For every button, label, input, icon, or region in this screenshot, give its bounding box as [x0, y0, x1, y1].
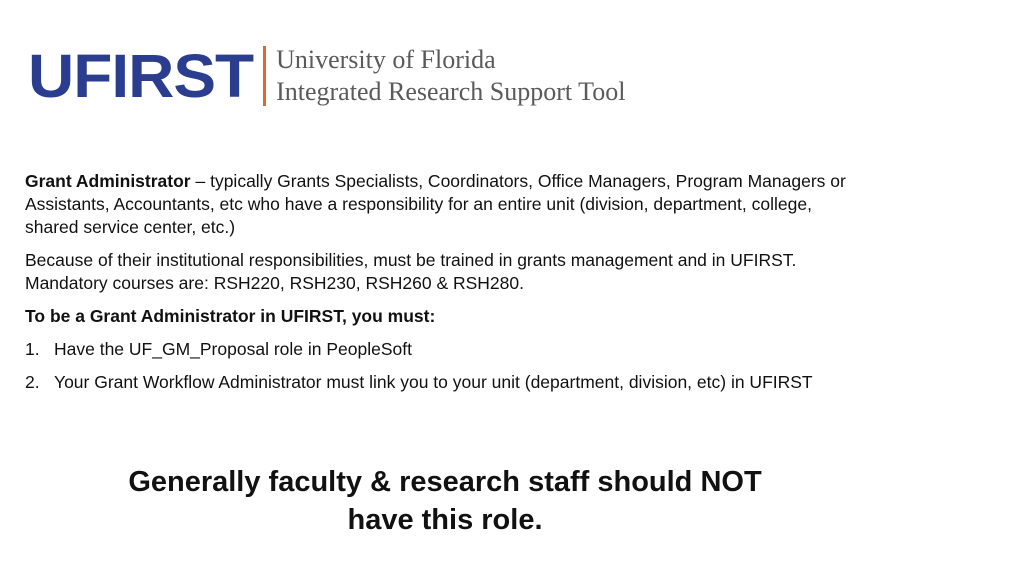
- list-item-text: Have the UF_GM_Proposal role in PeopleSoft: [54, 339, 412, 359]
- list-item: [25, 338, 865, 361]
- ufirst-logo: [28, 40, 625, 112]
- intro-term: Grant Administrator: [25, 171, 191, 191]
- list-item: [25, 371, 865, 394]
- logo-subtitle-line1: University of Florida: [276, 45, 496, 74]
- intro-definition: – typically Grants Specialists, Coordinators, Office Managers, Program Managers or Assistants, Accountants, etc who have a responsibility for an entire unit (division, department, college, shared service center, etc.): [25, 171, 846, 237]
- list-item-number: 1.: [25, 339, 40, 359]
- slide-body: [25, 170, 865, 404]
- logo-subtitle-line2: Integrated Research Support Tool: [276, 77, 626, 106]
- logo-divider: [263, 46, 266, 106]
- logo-subtitle: [276, 44, 625, 108]
- callout-note: [100, 463, 790, 539]
- callout-line2: have this role.: [347, 504, 543, 536]
- requirements-heading: To be a Grant Administrator in UFIRST, you must:: [25, 306, 436, 326]
- training-paragraph: Because of their institutional responsibilities, must be trained in grants management and in UFIRST. Mandatory courses are: RSH220, RSH230, RSH260 & RSH280.: [25, 250, 797, 293]
- callout-line1: Generally faculty & research staff should NOT: [128, 466, 762, 498]
- logo-wordmark: UFIRST: [28, 41, 254, 111]
- intro-paragraph: [25, 170, 865, 239]
- list-item-text: Your Grant Workflow Administrator must link you to your unit (department, division, etc) in UFIRST: [54, 372, 813, 392]
- list-item-number: 2.: [25, 372, 40, 392]
- requirements-list: [25, 338, 865, 394]
